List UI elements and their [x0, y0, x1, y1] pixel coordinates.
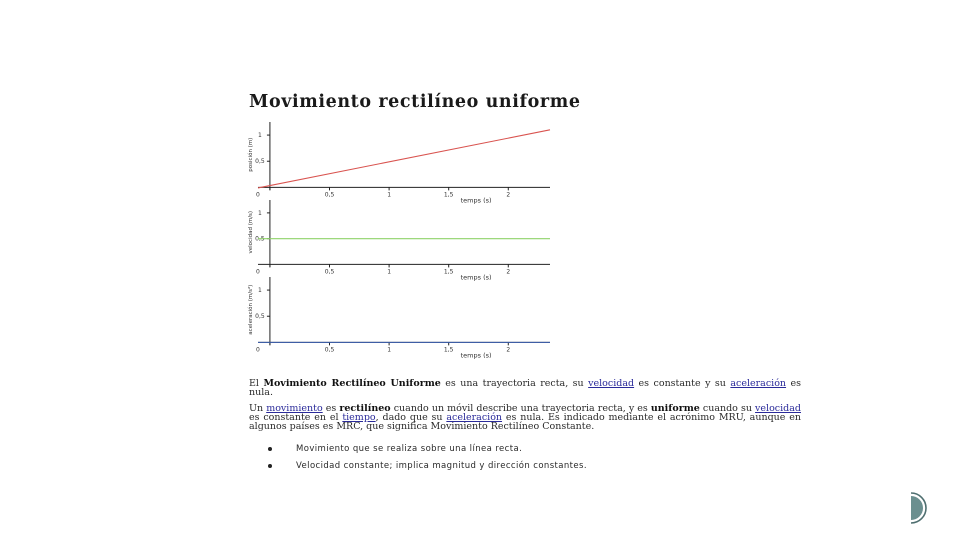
y-axis-title: posición (m) [248, 137, 254, 172]
x-tick-label: 0 [256, 191, 260, 199]
text-span: es constante y su [634, 378, 731, 389]
list-item-text: Velocidad constante; implica magnitud y dirección constantes. [296, 461, 587, 471]
x-axis-title: temps (s) [460, 351, 492, 360]
paragraph-definition [249, 379, 801, 397]
y-tick-label: 1 [258, 132, 262, 140]
x-axis-title: temps (s) [460, 196, 492, 205]
x-tick-label: 0,5 [324, 268, 335, 276]
y-tick-label: 0,5 [255, 313, 265, 321]
bullet-icon [268, 447, 272, 451]
bullet-icon [268, 464, 272, 468]
x-tick-label: 2 [506, 346, 511, 354]
text-span: cuando un móvil describe una trayectoria recta, y es [390, 403, 651, 414]
text-span: es constante en el [249, 412, 343, 423]
link-aceleracion[interactable]: aceleración [730, 378, 787, 389]
y-tick-label: 0,5 [255, 158, 265, 166]
link-velocidad[interactable]: velocidad [588, 378, 635, 389]
y-tick-label: 1 [258, 287, 262, 295]
link-tiempo[interactable]: tiempo [342, 412, 376, 423]
nav-arrow-icon[interactable] [911, 496, 923, 520]
text-span: cuando su [699, 403, 756, 414]
bold-term: uniforme [650, 403, 700, 414]
x-tick-label: 2 [506, 191, 511, 199]
y-axis-title: aceleración (m/s²) [248, 284, 254, 335]
x-tick-label: 1 [387, 346, 392, 354]
bold-term: rectilíneo [339, 403, 391, 414]
x-tick-label: 0,5 [324, 346, 335, 354]
page-title: Movimiento rectilíneo uniforme [249, 92, 581, 112]
x-tick-label: 0 [256, 346, 260, 354]
text-span: es [322, 403, 340, 414]
bold-term: Movimiento Rectilíneo Uniforme [263, 378, 441, 389]
list-item [268, 444, 587, 461]
y-axis-title: velocidad (m/s) [248, 210, 254, 254]
link-aceleracion[interactable]: aceleración [446, 412, 503, 423]
x-tick-label: 1 [387, 268, 392, 276]
text-span: es nula. Es indicado mediante el acrónimo MRU, aunque en algunos países es MRC, que significa Movimiento Rectilíneo Constante. [249, 412, 801, 432]
next-slide-button[interactable] [909, 492, 933, 524]
x-tick-label: 1,5 [443, 346, 454, 354]
link-movimiento[interactable]: movimiento [266, 403, 323, 414]
x-tick-label: 2 [506, 268, 511, 276]
x-tick-label: 0 [256, 268, 260, 276]
text-span: , dado que su [375, 412, 447, 423]
x-tick-label: 1,5 [443, 268, 454, 276]
y-tick-label: 0,5 [255, 235, 265, 243]
paragraph-explanation [249, 404, 801, 431]
x-tick-label: 0,5 [324, 191, 335, 199]
text-span: es una trayectoria recta, su [440, 378, 589, 389]
x-tick-label: 1,5 [443, 191, 454, 199]
link-velocidad[interactable]: velocidad [755, 403, 801, 414]
list-item [268, 461, 587, 478]
list-item-text: Movimiento que se realiza sobre una línea recta. [296, 444, 523, 454]
bullet-list [268, 444, 587, 478]
text-span: es nula. [249, 378, 802, 398]
x-tick-label: 1 [387, 191, 392, 199]
y-tick-label: 1 [258, 209, 262, 217]
text-span: Un [249, 403, 267, 414]
text-span: El [249, 378, 264, 389]
series-line [258, 130, 550, 188]
x-axis-title: temps (s) [460, 273, 492, 282]
